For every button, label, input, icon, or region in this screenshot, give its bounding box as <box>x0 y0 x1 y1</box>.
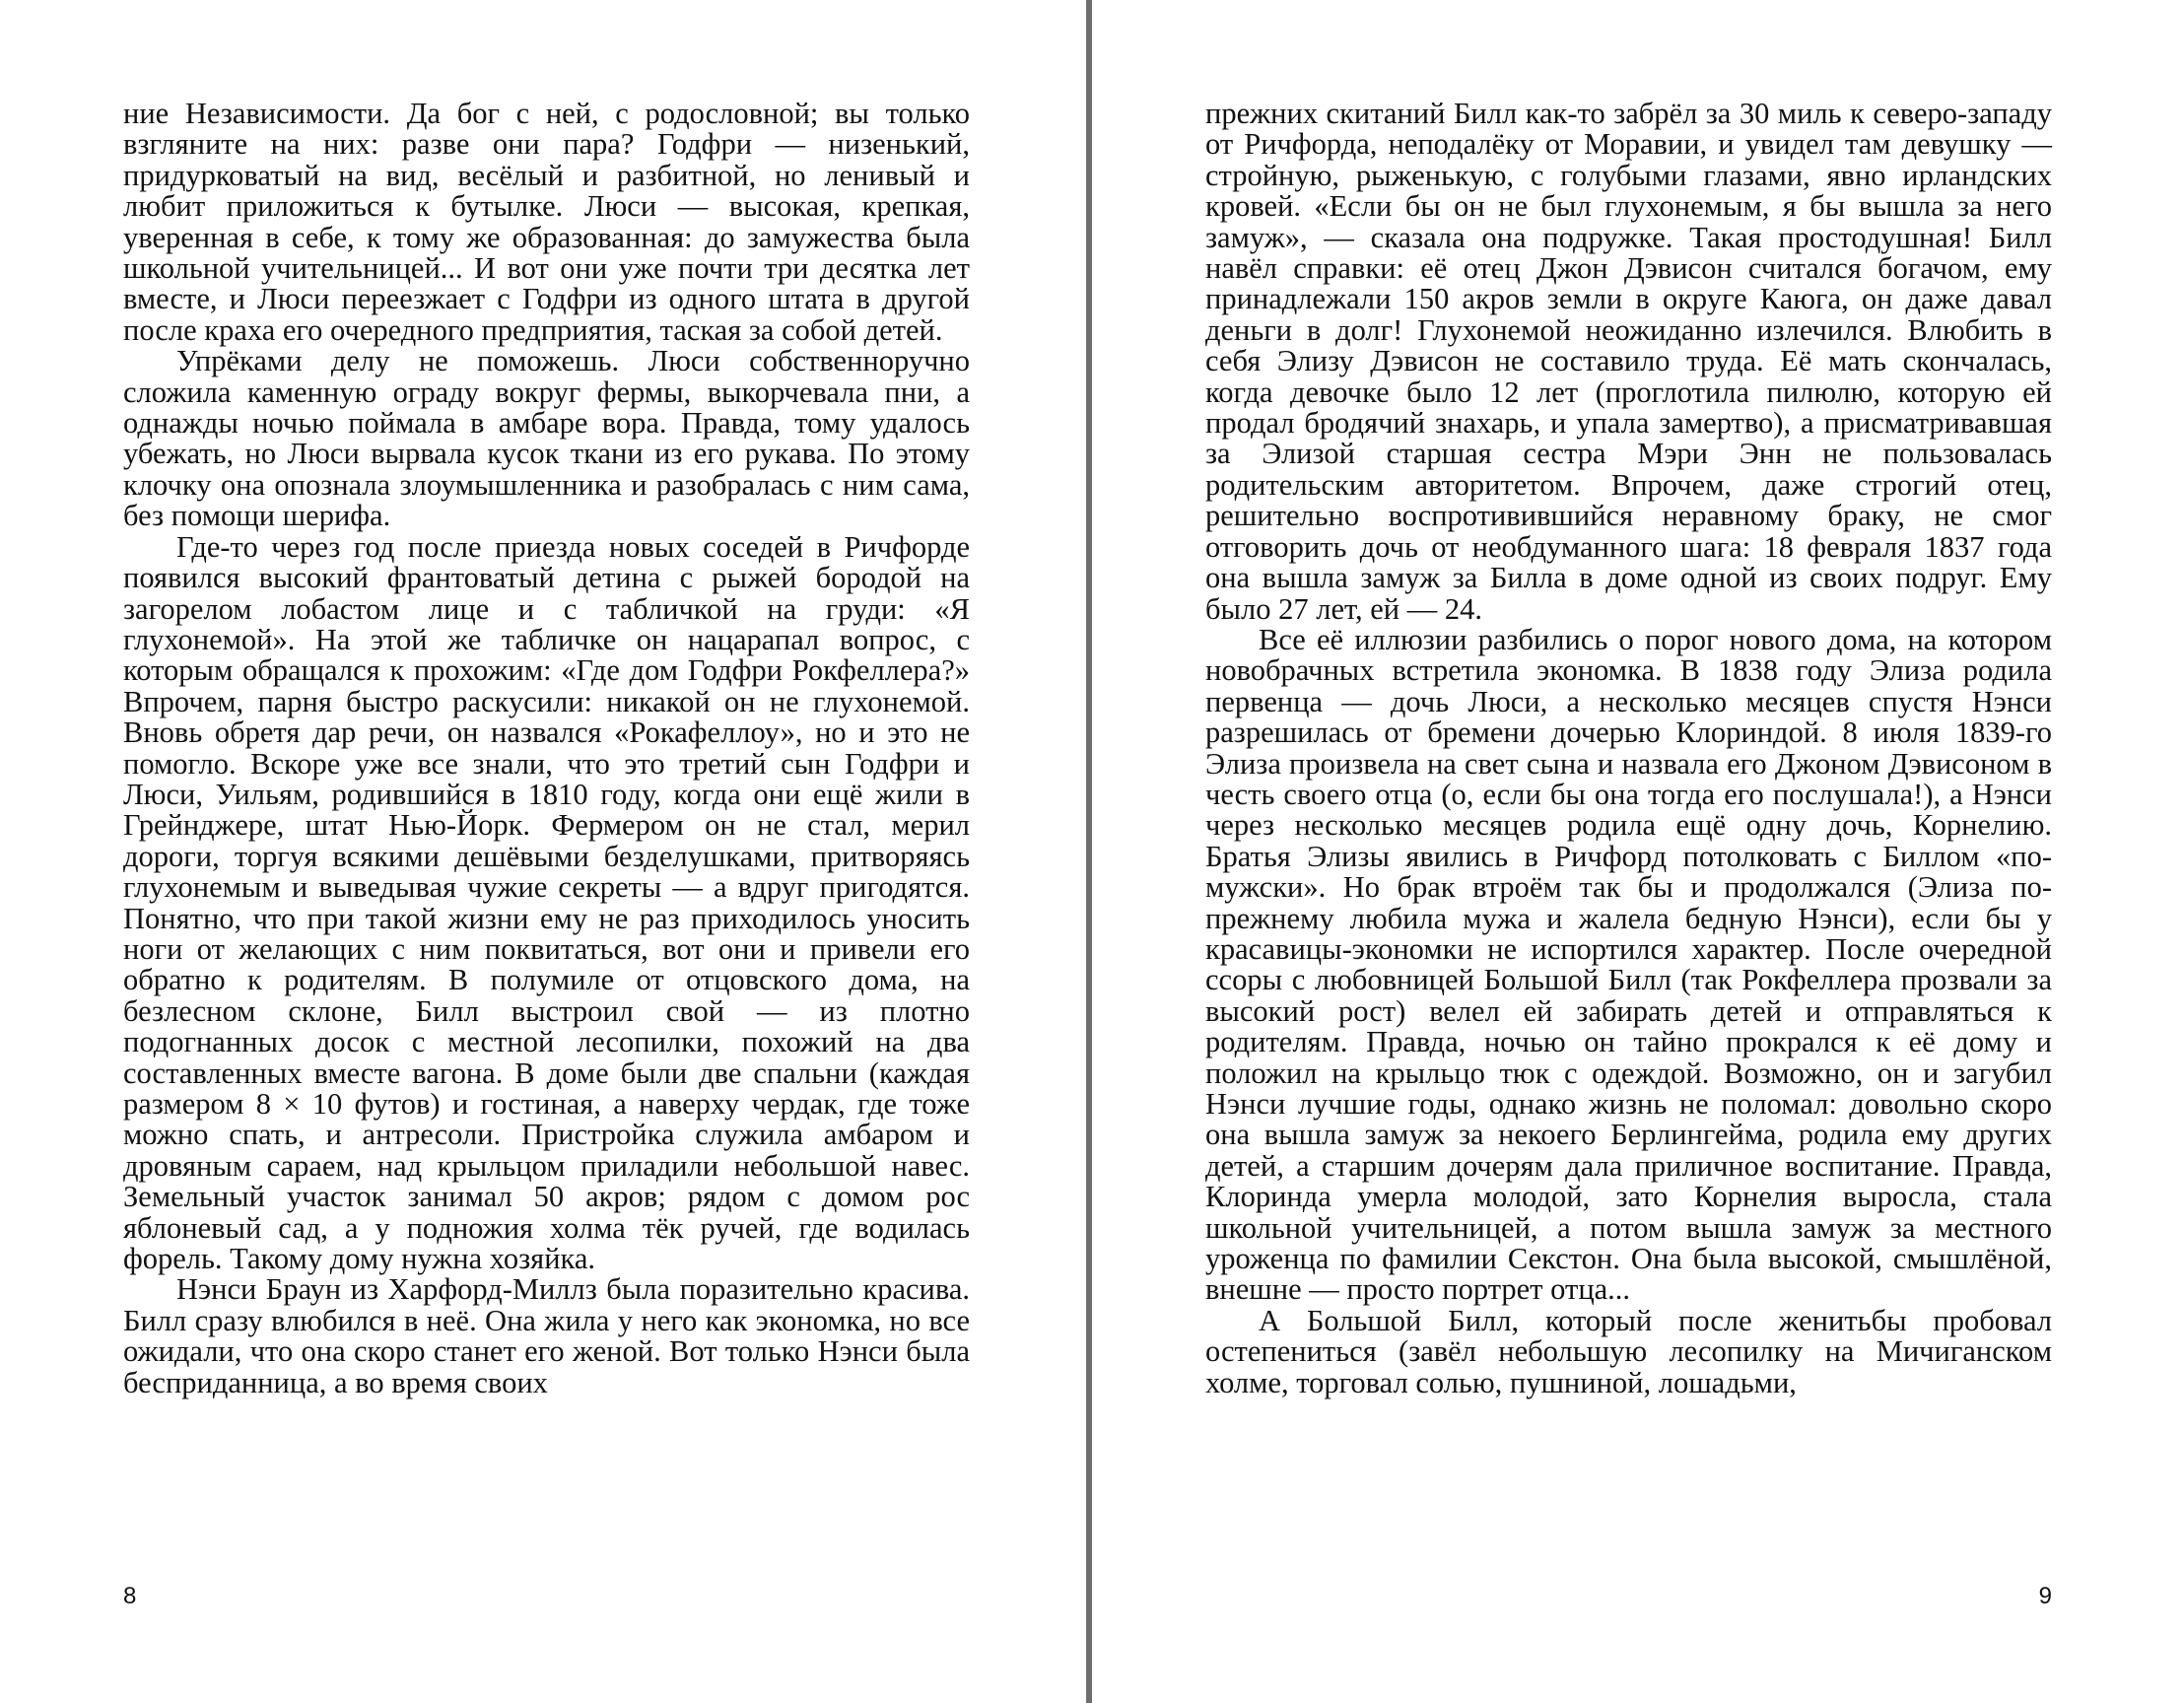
right-page <box>1092 0 2184 1703</box>
paragraph: Нэнси Браун из Харфорд-Миллз была поразительно красива. Билл сразу влюбился в неё. Она жила у него как экономка, но все ожидали, что она скоро станет его женой. Вот только Нэнси была бесприданница, а во время своих <box>123 1272 970 1399</box>
right-page-text <box>1205 99 2052 1398</box>
page-number-left: 8 <box>123 1583 137 1609</box>
paragraph: Где-то через год после приезда новых соседей в Ричфорде появился высокий франтоватый детина с рыжей бородой на загорелом лобастом лице и с табличкой на груди: «Я глухонемой». На этой же табличке он нацарапал вопрос, с которым обращался к прохожим: «Где дом Годфри Рокфеллера?» Впрочем, парня быстро раскусили: никакой он не глухонемой. Вновь обретя дар речи, он назвался «Рокафеллоу», но и это не помогло. Вскоре уже все знали, что это третий сын Годфри и Люси, Уильям, родившийся в 1810 году, когда они ещё жили в Грейнджере, штат Нью-Йорк. Фермером он не стал, мерил дороги, торгуя всякими дешёвыми безделушками, притворяясь глухонемым и выведывая чужие секреты — а вдруг пригодятся. Понятно, что при такой жизни ему не раз приходилось уносить ноги от желающих с ним поквитаться, вот они и привели его обратно к родителям. В полумиле от отцовского дома, на безлесном склоне, Билл выстроил свой — из плотно подогнанных досок с местной лесопилки, похожий на два составленных вместе вагона. В доме были две спальни (каждая размером 8 × 10 футов) и гостиная, а наверху чердак, где тоже можно спать, и антресоли. Пристройка служила амбаром и дровяным сараем, над крыльцом приладили небольшой навес. Земельный участок занимал 50 акров; рядом с домом рос яблоневый сад, а у подножия холма тёк ручей, где водилась форель. Такому дому нужна хозяйка. <box>123 529 970 1276</box>
paragraph: Все её иллюзии разбились о порог нового дома, на котором новобрачных встретила экономка. В 1838 году Элиза родила первенца — дочь Люси, а несколько месяцев спустя Нэнси разрешилась от бремени дочерью Клориндой. 8 июля 1839-го Элиза произвела на свет сына и назвала его Джоном Дэвисоном в честь своего отца (о, если бы она тогда его послушала!), а Нэнси через несколько месяцев родила ещё одну дочь, Корнелию. Братья Элизы явились в Ричфорд потолковать с Биллом «по-мужски». Но брак втроём так бы и продолжался (Элиза по-прежнему любила мужа и жалела бедную Нэнси), если бы у красавицы-экономки не испортился характер. После очередной ссоры с любовницей Большой Билл (так Рокфеллера прозвали за высокий рост) велел ей забирать детей и отправляться к родителям. Правда, ночью он тайно прокрался к её дому и положил на крыльцо тюк с одеждой. Возможно, он и загубил Нэнси лучшие годы, однако жизнь не поломал: довольно скоро она вышла замуж за некоего Берлингейма, родила ему других детей, а старшим дочерям дала приличное воспитание. Правда, Клоринда умерла молодой, зато Корнелия выросла, стала школьной учительницей, а потом вышла замуж за местного уроженца по фамилии Секстон. Она была высокой, смышлёной, внешне — просто портрет отца... <box>1205 622 2052 1307</box>
paragraph: Упрёками делу не поможешь. Люси собственноручно сложила каменную ограду вокруг фермы, выкорчевала пни, а однажды ночью поймала в амбаре вора. Правда, тому удалось убежать, но Люси вырвала кусок ткани из его рукава. По этому клочку она опознала злоумышленника и разобралась с ним сама, без помощи шерифа. <box>123 344 970 533</box>
left-page-text <box>123 99 970 1398</box>
paragraph: ние Независимости. Да бог с ней, с родословной; вы только взгляните на них: разве они пара? Годфри — низенький, придурковатый на вид, весёлый и разбитной, но ленивый и любит приложиться к бутылке. Люси — высокая, крепкая, уверенная в себе, к тому же образованная: до замужества была школьной учительницей... И вот они уже почти три десятка лет вместе, и Люси переезжает с Годфри из одного штата в другой после краха его очередного предприятия, таская за собой детей. <box>123 97 970 347</box>
page-number-right: 9 <box>2038 1583 2052 1609</box>
paragraph: прежних скитаний Билл как-то забрёл за 30 миль к северо-западу от Ричфорда, неподалёку от Моравии, и увидел там девушку — стройную, рыженькую, с голубыми глазами, явно ирландских кровей. «Если бы он не был глухонемым, я бы вышла за него замуж», — сказала она подружке. Такая простодушная! Билл навёл справки: её отец Джон Дэвисон считался богачом, ему принадлежали 150 акров земли в округе Каюга, он даже давал деньги в долг! Глухонемой неожиданно излечился. Влюбить в себя Элизу Дэвисон не составило труда. Её мать скончалась, когда девочке было 12 лет (проглотила пилюлю, которую ей продал бродячий знахарь, и упала замертво), а присматривавшая за Элизой старшая сестра Мэри Энн не пользовалась родительским авторитетом. Впрочем, даже строгий отец, решительно воспротивившийся неравному браку, не смог отговорить дочь от необдуманного шага: 18 февраля 1837 года она вышла замуж за Билла в доме одной из своих подруг. Ему было 27 лет, ей — 24. <box>1205 97 2052 626</box>
left-page <box>0 0 1086 1703</box>
paragraph: А Большой Билл, который после женитьбы пробовал остепениться (завёл небольшую лесопилку на Мичиганском холме, торговал солью, пушниной, лошадьми, <box>1205 1303 2052 1399</box>
